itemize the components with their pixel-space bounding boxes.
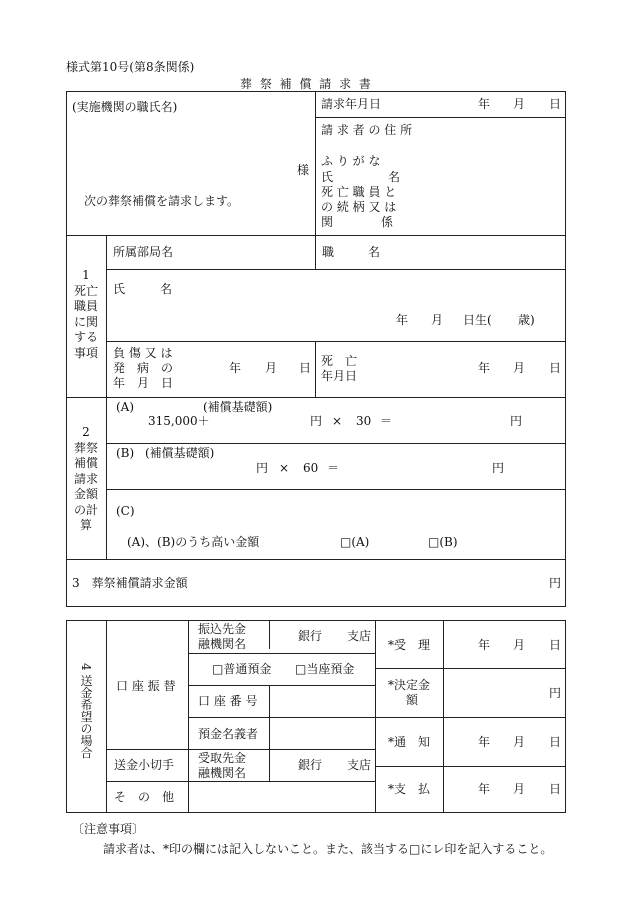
injury-day: 日 <box>299 361 312 375</box>
address-label: 請 求 者 の 住 所 <box>321 123 413 137</box>
b-yen: 円 <box>256 461 269 475</box>
a-multiplier: 30 <box>356 414 372 428</box>
decision-line-1: *決定金 <box>388 678 431 692</box>
receipt-label: *受 理 <box>388 638 431 652</box>
section4-heading: 4 送金希望の場合 <box>79 663 93 759</box>
form-number: 様式第10号(第8条関係) <box>66 60 195 74</box>
injury-line-2: 発 病 の <box>113 361 174 375</box>
birth-year: 年 <box>396 313 409 327</box>
death-day: 日 <box>549 361 562 375</box>
c-option-a[interactable]: □(A) <box>340 535 370 549</box>
notice-day: 日 <box>549 735 562 749</box>
c-text: (A)、(B)のうち高い金額 <box>127 535 260 549</box>
receipt-month: 月 <box>513 638 526 652</box>
b-base-label: (補償基礎額) <box>145 446 215 460</box>
a-base-label: (補償基礎額) <box>203 400 273 414</box>
recv-line-1: 受取先金 <box>198 751 247 765</box>
dest-bank: 銀行 <box>298 629 323 643</box>
a-equals: ＝ <box>380 414 393 428</box>
decision-line-2: 額 <box>406 693 419 707</box>
death-line-1: 死 亡 <box>321 354 358 368</box>
a-yen: 円 <box>310 414 323 428</box>
request-day: 日 <box>549 97 562 111</box>
section2-heading: 2 葬祭 補償 請求 金額 の計 算 <box>73 425 98 532</box>
recv-bank: 銀行 <box>298 758 323 772</box>
age-suffix: 歳) <box>518 313 535 327</box>
birth-suffix: 日生( <box>463 313 492 327</box>
request-sentence: 次の葬祭補償を請求します。 <box>84 194 240 208</box>
a-times: × <box>332 414 343 428</box>
b-times: × <box>279 461 290 475</box>
recv-line-2: 融機関名 <box>198 766 247 780</box>
position-label-b: 名 <box>368 245 381 259</box>
money-order-label: 送金小切手 <box>114 758 175 772</box>
notice-label: *通 知 <box>388 735 431 749</box>
payment-year: 年 <box>478 782 491 796</box>
payment-day: 日 <box>549 782 562 796</box>
death-line-2: 年月日 <box>321 369 358 383</box>
dest-line-2: 融機関名 <box>198 637 247 651</box>
name-label-b: 名 <box>388 170 401 184</box>
c-option-b[interactable]: □(B) <box>428 535 458 549</box>
b-equals: ＝ <box>327 461 340 475</box>
dest-line-1: 振込先金 <box>198 622 247 636</box>
payment-month: 月 <box>513 782 526 796</box>
other-label: そ の 他 <box>114 790 175 804</box>
c-label: (C) <box>116 504 135 518</box>
relation-line-2: の 続 柄 又 は <box>321 200 397 214</box>
account-holder-label: 預金名義者 <box>198 727 259 741</box>
notes-text: 請求者は、*印の欄には記入しないこと。また、該当する□にレ印を記入すること。 <box>103 842 553 856</box>
ordinary-deposit-option[interactable]: □普通預金 <box>212 662 272 676</box>
b-result-yen: 円 <box>492 461 505 475</box>
a-result-yen: 円 <box>510 414 523 428</box>
injury-line-3: 年 月 日 <box>113 376 174 390</box>
name-label-a: 氏 <box>321 170 334 184</box>
request-year: 年 <box>478 97 491 111</box>
death-month: 月 <box>513 361 526 375</box>
furigana-label: ふ り が な <box>321 154 381 168</box>
request-date-label: 請求年月日 <box>321 97 382 111</box>
receipt-year: 年 <box>478 638 491 652</box>
receipt-day: 日 <box>549 638 562 652</box>
notice-month: 月 <box>513 735 526 749</box>
injury-month: 月 <box>265 361 278 375</box>
section3-label: 3 葬祭補償請求金額 <box>72 576 188 590</box>
dept-label: 所属部局名 <box>113 245 174 259</box>
relation-line-3: 関 係 <box>321 215 394 229</box>
deceased-name-label-b: 名 <box>160 282 173 296</box>
section3-yen: 円 <box>549 576 562 590</box>
relation-line-1: 死 亡 職 員 と <box>321 185 397 199</box>
sama-label: 様 <box>297 163 310 177</box>
notes-heading: 〔注意事項〕 <box>72 822 145 836</box>
account-number-label: 口 座 番 号 <box>198 694 258 708</box>
notice-year: 年 <box>478 735 491 749</box>
b-label: (B) <box>116 446 135 460</box>
request-month: 月 <box>513 97 526 111</box>
death-year: 年 <box>478 361 491 375</box>
birth-month: 月 <box>431 313 444 327</box>
institution-label: (実施機関の職氏名) <box>72 100 178 114</box>
injury-line-1: 負 傷 又 は <box>113 346 173 360</box>
b-multiplier: 60 <box>303 461 319 475</box>
section1-heading: 1 死亡 職員 に関 する 事項 <box>73 268 98 360</box>
form-title: 葬 祭 補 償 請 求 書 <box>240 77 373 91</box>
bank-transfer-label: 口 座 振 替 <box>116 679 176 693</box>
dest-branch: 支店 <box>347 629 372 643</box>
current-deposit-option[interactable]: □当座預金 <box>295 662 355 676</box>
a-amount: 315,000＋ <box>148 414 210 428</box>
a-label: (A) <box>116 400 135 414</box>
recv-branch: 支店 <box>347 758 372 772</box>
decision-yen: 円 <box>549 686 562 700</box>
injury-year: 年 <box>229 361 242 375</box>
deceased-name-label-a: 氏 <box>113 282 126 296</box>
position-label-a: 職 <box>322 245 335 259</box>
payment-label: *支 払 <box>388 782 431 796</box>
